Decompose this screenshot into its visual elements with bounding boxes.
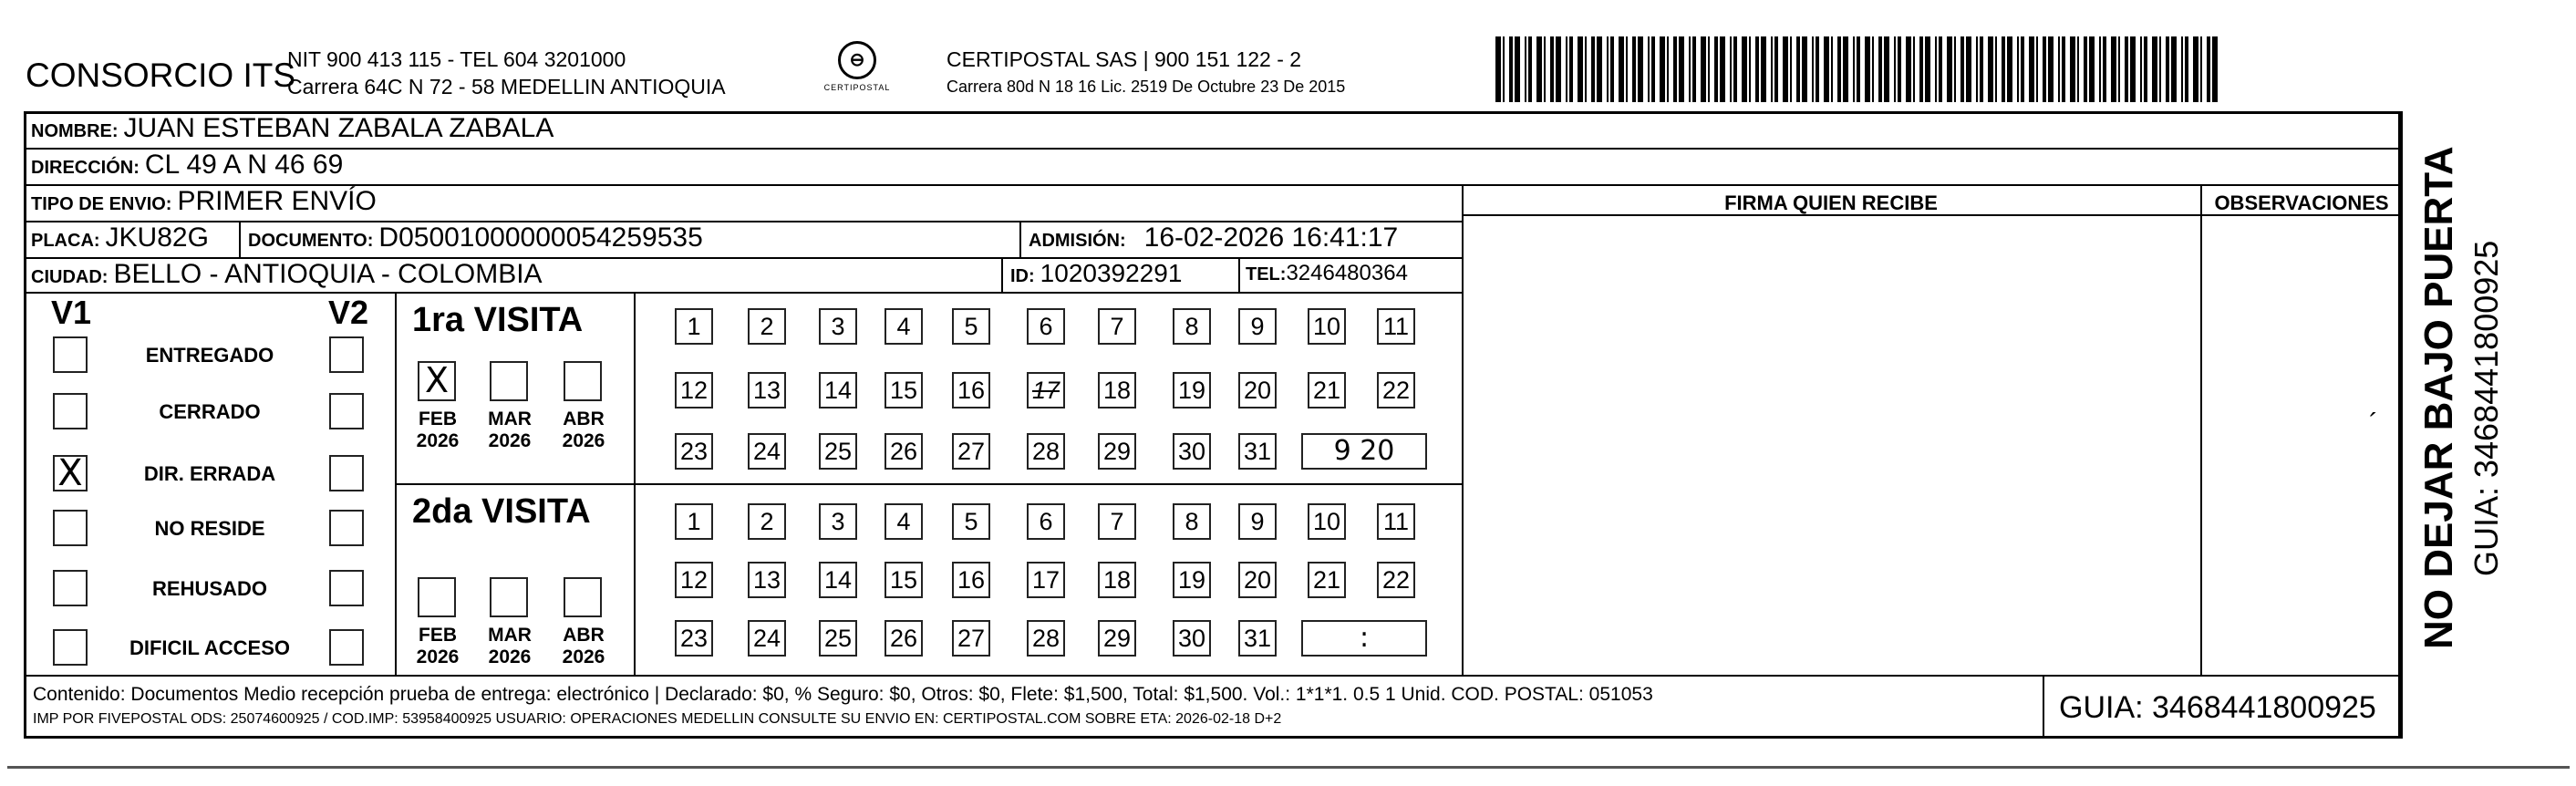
placa-row [31, 222, 209, 253]
tel-label: TEL: [1246, 264, 1287, 284]
barcode-bar [1853, 36, 1855, 102]
v1-checkbox[interactable] [53, 510, 88, 546]
col-divider [1001, 257, 1003, 292]
barcode-bar [1619, 36, 1624, 102]
day-checkbox[interactable]: 20 [1238, 372, 1277, 409]
footer-divider [26, 675, 2401, 677]
company-name: CONSORCIO ITS [26, 57, 296, 94]
day-checkbox[interactable]: 6 [1027, 503, 1065, 540]
barcode-bar [1954, 36, 1956, 102]
year-label: 2026 [562, 646, 605, 667]
day-checkbox[interactable]: 9 [1238, 503, 1277, 540]
observaciones-header: OBSERVACIONES [2214, 191, 2389, 214]
day-checkbox[interactable]: 5 [952, 503, 990, 540]
day-checkbox[interactable]: 24 [748, 620, 786, 657]
barcode-bar [1597, 36, 1602, 102]
barcode-bar [1960, 36, 1964, 102]
id-label: ID: [1010, 266, 1035, 286]
month-checkbox[interactable] [418, 577, 456, 617]
barcode-bar [1790, 36, 1792, 102]
barcode-bar [1544, 36, 1546, 102]
barcode-bar [1816, 36, 1819, 102]
barcode-bar [1692, 36, 1696, 102]
documento-value: D05001000000054259535 [378, 222, 703, 253]
v2-checkbox[interactable] [329, 570, 364, 606]
admision-value: 16-02-2026 16:41:17 [1143, 222, 1399, 253]
month-label: MAR [488, 625, 532, 646]
month-label: ABR [563, 625, 605, 646]
nombre-row [31, 113, 553, 144]
day-checkbox[interactable]: 31 [1238, 433, 1277, 470]
day-checkbox[interactable]: 30 [1173, 433, 1211, 470]
status-label: CERRADO [159, 400, 261, 423]
day-checkbox[interactable]: 27 [952, 433, 990, 470]
barcode-bar [1679, 36, 1684, 102]
barcode-bar [1525, 36, 1526, 102]
barcode-bar [2144, 36, 2147, 102]
day-checkbox[interactable]: 12 [675, 372, 713, 409]
barcode-bar [1906, 36, 1911, 102]
barcode-bar [2103, 36, 2106, 102]
barcode-bar [1749, 36, 1751, 102]
month-checkbox[interactable] [490, 361, 528, 401]
day-checkbox[interactable]: 26 [885, 620, 923, 657]
barcode-bar [1742, 36, 1747, 102]
barcode-bar [1872, 36, 1874, 102]
time-field[interactable]: 9 20 [1301, 433, 1427, 470]
barcode-bar [1495, 36, 1501, 102]
day-checkbox[interactable]: 9 [1238, 308, 1277, 345]
v1-checkbox[interactable] [53, 570, 88, 606]
barcode-bar [1812, 36, 1814, 102]
barcode-bar [1503, 36, 1505, 102]
barcode-bar [2089, 36, 2095, 102]
day-checkbox[interactable]: 14 [819, 372, 857, 409]
day-checkbox[interactable]: 18 [1098, 562, 1136, 598]
barcode-bar [1857, 36, 1860, 102]
observaciones-mark: ´ [2369, 409, 2378, 439]
barcode-bar [2111, 36, 2116, 102]
barcode-bar [1648, 36, 1650, 102]
tel-value: 3246480364 [1286, 261, 1408, 285]
day-checkbox[interactable]: 22 [1377, 372, 1415, 409]
day-checkbox[interactable]: 8 [1173, 308, 1211, 345]
day-checkbox[interactable]: 3 [819, 503, 857, 540]
day-checkbox[interactable]: 25 [819, 620, 857, 657]
v1-checkbox[interactable]: X [53, 455, 88, 491]
admision-row [1029, 222, 1398, 253]
barcode-bar [1988, 36, 1993, 102]
barcode-bar [1894, 36, 1896, 102]
barcode-bar [1980, 36, 1983, 102]
day-checkbox[interactable]: 29 [1098, 620, 1136, 657]
barcode-bar [1796, 36, 1800, 102]
certipostal-logo [821, 41, 894, 109]
day-checkbox[interactable]: 19 [1173, 372, 1211, 409]
col-divider [1019, 221, 1021, 257]
barcode-bar [1708, 36, 1710, 102]
day-checkbox[interactable]: 28 [1027, 433, 1065, 470]
firma-header: FIRMA QUIEN RECIBE [1724, 191, 1938, 214]
day-checkbox[interactable]: 11 [1377, 308, 1415, 345]
barcode-bar [1515, 36, 1520, 102]
barcode-bar [1783, 36, 1788, 102]
barcode-bar [1556, 36, 1561, 102]
barcode-bar [1550, 36, 1554, 102]
documento-row [248, 222, 703, 253]
day-checkbox[interactable]: 7 [1098, 503, 1136, 540]
row-divider [26, 292, 1462, 294]
status-label: ENTREGADO [145, 344, 274, 367]
certipostal-info [947, 46, 1345, 100]
direccion-label: DIRECCIÓN: [31, 158, 140, 178]
barcode-bar [1720, 36, 1725, 102]
day-checkbox[interactable]: 21 [1308, 562, 1346, 598]
v2-checkbox[interactable] [329, 455, 364, 491]
day-checkbox[interactable]: 4 [885, 503, 923, 540]
col-divider [2401, 111, 2403, 739]
footer-line1: Contenido: Documentos Medio recepción prueba de entrega: electrónico | Declarado: $0, % Seguro: $0, Otros: $0, Flete: $1,500, Total: $1,500. Vol.: 1*1*1. 0.5 1 Unid. COD. POSTAL: 051053 [33, 684, 1653, 705]
day-checkbox[interactable]: 3 [819, 308, 857, 345]
id-row [1010, 259, 1182, 288]
day-checkbox[interactable]: 16 [952, 562, 990, 598]
month-checkbox[interactable] [490, 577, 528, 617]
barcode-bar [1714, 36, 1718, 102]
day-checkbox[interactable]: 19 [1173, 562, 1211, 598]
month-label: ABR [563, 409, 605, 429]
barcode-bar [1536, 36, 1542, 102]
v1-checkbox[interactable] [53, 393, 88, 429]
barcode-bar [1689, 36, 1691, 102]
company-address: Carrera 64C N 72 - 58 MEDELLIN ANTIOQUIA [287, 75, 726, 98]
barcode-bar [2017, 36, 2019, 102]
barcode-bar [1730, 36, 1732, 102]
day-checkbox[interactable]: 11 [1377, 503, 1415, 540]
barcode-bar [2125, 36, 2128, 102]
barcode-bar [1878, 36, 1882, 102]
barcode-bar [2185, 36, 2188, 102]
side-guia: GUIA: 3468441800925 [2467, 240, 2505, 576]
month-checkbox[interactable] [564, 577, 602, 617]
barcode-bar [1566, 36, 1567, 102]
ciudad-label: CIUDAD: [31, 267, 109, 287]
barcode-bar [2043, 36, 2046, 102]
day-checkbox[interactable]: 28 [1027, 620, 1065, 657]
col-divider [1462, 184, 1464, 675]
barcode-bar [1761, 36, 1766, 102]
barcode-bar [1824, 36, 1829, 102]
row-divider [26, 184, 2401, 186]
day-checkbox[interactable]: 5 [952, 308, 990, 345]
barcode-bar [1755, 36, 1759, 102]
day-checkbox[interactable]: 4 [885, 308, 923, 345]
status-label: DIFICIL ACCESO [129, 636, 290, 659]
barcode-bar [1837, 36, 1841, 102]
certipostal-nit: CERTIPOSTAL SAS | 900 151 122 - 2 [947, 47, 1302, 71]
ciudad-value: BELLO - ANTIOQUIA - COLOMBIA [113, 259, 543, 289]
day-checkbox[interactable]: 1 [675, 308, 713, 345]
v1-checkbox[interactable] [53, 629, 88, 666]
barcode-bar [2118, 36, 2120, 102]
barcode-bar [1966, 36, 1971, 102]
v2-checkbox[interactable] [329, 393, 364, 429]
col-divider [1238, 257, 1240, 292]
barcode-bar [1569, 36, 1573, 102]
day-checkbox[interactable]: 15 [885, 562, 923, 598]
certipostal-address: Carrera 80d N 18 16 Lic. 2519 De Octubre 23 De 2015 [947, 78, 1346, 96]
barcode-bar [2029, 36, 2034, 102]
barcode-bar [2084, 36, 2087, 102]
barcode-bar [1774, 36, 1778, 102]
day-checkbox[interactable]: 14 [819, 562, 857, 598]
tipo-label: TIPO DE ENVIO: [31, 194, 172, 214]
barcode-bar [1771, 36, 1773, 102]
month-label: FEB [419, 625, 457, 646]
day-checkbox[interactable]: 22 [1377, 562, 1415, 598]
barcode-bar [1509, 36, 1513, 102]
barcode-bar [2166, 36, 2169, 102]
day-checkbox[interactable]: 10 [1308, 308, 1346, 345]
day-checkbox[interactable]: 24 [748, 433, 786, 470]
visit1-title: 1ra VISITA [412, 301, 584, 339]
direccion-value: CL 49 A N 46 69 [144, 150, 344, 180]
day-checkbox[interactable]: 26 [885, 433, 923, 470]
status-label: NO RESIDE [154, 517, 265, 540]
v2-checkbox[interactable] [329, 629, 364, 666]
barcode-bar [2058, 36, 2060, 102]
footer-line2: IMP POR FIVEPOSTAL ODS: 25074600925 / COD.IMP: 53958400925 USUARIO: OPERACIONES MEDELLIN CONSULTE SU ENVIO EN: CERTIPOSTAL.COM SOBRE ETA: 2026-02-18 D+2 [33, 711, 1282, 727]
barcode-bar [1638, 36, 1643, 102]
day-checkbox[interactable]: 30 [1173, 620, 1211, 657]
barcode-bar [1578, 36, 1583, 102]
barcode-bar [1626, 36, 1628, 102]
barcode-bar [1701, 36, 1706, 102]
direccion-row [31, 150, 343, 181]
month-checkbox[interactable]: X [418, 361, 456, 401]
day-checkbox[interactable]: 7 [1098, 308, 1136, 345]
month-label: FEB [419, 409, 457, 429]
barcode-bar [1591, 36, 1595, 102]
barcode-bar [2062, 36, 2065, 102]
side-warning: NO DEJAR BAJO PUERTA [2416, 146, 2461, 649]
day-checkbox[interactable]: 12 [675, 562, 713, 598]
barcode-bar [2140, 36, 2142, 102]
barcode-bar [1607, 36, 1609, 102]
time-field[interactable]: : [1301, 620, 1427, 657]
barcode-bar [1919, 36, 1923, 102]
barcode-bar [1660, 36, 1665, 102]
day-checkbox[interactable]: 27 [952, 620, 990, 657]
barcode-bar [1831, 36, 1833, 102]
barcode-bar [2021, 36, 2024, 102]
barcode-bar [2200, 36, 2202, 102]
barcode-bar [2193, 36, 2198, 102]
barcode-bar [1528, 36, 1532, 102]
day-checkbox[interactable]: 20 [1238, 562, 1277, 598]
barcode-bar [1632, 36, 1636, 102]
footer-guia: GUIA: 3468441800925 [2059, 690, 2376, 725]
barcode-bar [1884, 36, 1889, 102]
barcode-bar [1673, 36, 1677, 102]
v2-header: V2 [328, 294, 369, 331]
barcode-bar [1939, 36, 1942, 102]
day-checkbox[interactable]: 15 [885, 372, 923, 409]
tipo-value: PRIMER ENVÍO [177, 186, 377, 216]
barcode-bar [1802, 36, 1807, 102]
barcode-bar [2207, 36, 2210, 102]
barcode-bar [2002, 36, 2005, 102]
documento-label: DOCUMENTO: [248, 231, 374, 251]
company-nit: NIT 900 413 115 - TEL 604 3201000 [287, 47, 626, 71]
day-checkbox[interactable]: 13 [748, 562, 786, 598]
barcode-bar [2152, 36, 2157, 102]
logo-emblem-icon: ⊖ [838, 41, 876, 79]
day-checkbox[interactable]: 23 [675, 620, 713, 657]
day-checkbox[interactable]: 2 [748, 308, 786, 345]
barcode-bar [1733, 36, 1737, 102]
day-checkbox[interactable]: 21 [1308, 372, 1346, 409]
v2-checkbox[interactable] [329, 336, 364, 373]
id-value: 1020392291 [1040, 259, 1183, 287]
v1-checkbox[interactable] [53, 336, 88, 373]
barcode-bar [1585, 36, 1587, 102]
col-divider [239, 221, 241, 257]
barcode-bar [1865, 36, 1870, 102]
col-divider [2200, 184, 2202, 675]
barcode-bar [2212, 36, 2218, 102]
barcode-bar [1610, 36, 1614, 102]
year-label: 2026 [488, 646, 532, 667]
status-label: DIR. ERRADA [143, 462, 276, 485]
year-label: 2026 [488, 430, 532, 451]
day-checkbox[interactable]: 18 [1098, 372, 1136, 409]
col-divider [2043, 675, 2044, 739]
day-checkbox[interactable]: 23 [675, 433, 713, 470]
year-label: 2026 [416, 430, 460, 451]
barcode-bar [2048, 36, 2054, 102]
barcode-bar [2159, 36, 2161, 102]
year-label: 2026 [562, 430, 605, 451]
placa-value: JKU82G [105, 222, 209, 253]
day-checkbox[interactable]: 17 [1027, 562, 1065, 598]
barcode-bar [1995, 36, 1997, 102]
visit2-title: 2da VISITA [412, 492, 591, 531]
day-checkbox[interactable]: 10 [1308, 503, 1346, 540]
barcode-bar [2077, 36, 2079, 102]
barcode-bar [2171, 36, 2177, 102]
v1-header: V1 [51, 294, 92, 331]
ciudad-row [31, 259, 543, 290]
barcode-bar [1947, 36, 1952, 102]
page-edge-line [7, 766, 2570, 769]
day-checkbox[interactable]: 31 [1238, 620, 1277, 657]
visit-divider [395, 483, 1462, 485]
day-checkbox[interactable]: 8 [1173, 503, 1211, 540]
row-divider [26, 148, 2401, 150]
barcode-bar [2130, 36, 2136, 102]
barcode-bar [2036, 36, 2038, 102]
day-checkbox[interactable]: 1 [675, 503, 713, 540]
barcode-bar [1843, 36, 1848, 102]
tipo-row [31, 186, 377, 217]
barcode-bar [1898, 36, 1901, 102]
barcode-bar [1913, 36, 1915, 102]
barcode-bar [1976, 36, 1978, 102]
day-checkbox[interactable]: 17 [1027, 372, 1065, 409]
tel-row [1246, 261, 1408, 286]
day-checkbox[interactable]: 6 [1027, 308, 1065, 345]
barcode-bar [1925, 36, 1930, 102]
nombre-value: JUAN ESTEBAN ZABALA ZABALA [123, 113, 554, 143]
barcode-bar [2181, 36, 2183, 102]
day-checkbox[interactable]: 13 [748, 372, 786, 409]
barcode [1495, 36, 2225, 102]
barcode-bar [1651, 36, 1655, 102]
day-checkbox[interactable]: 16 [952, 372, 990, 409]
status-label: REHUSADO [152, 577, 267, 600]
logo-caption: CERTIPOSTAL [823, 83, 891, 92]
day-checkbox[interactable]: 29 [1098, 433, 1136, 470]
v2-checkbox[interactable] [329, 510, 364, 546]
barcode-bar [1935, 36, 1937, 102]
year-label: 2026 [416, 646, 460, 667]
month-label: MAR [488, 409, 532, 429]
month-checkbox[interactable] [564, 361, 602, 401]
company-info [287, 46, 726, 100]
placa-label: PLACA: [31, 231, 100, 251]
nombre-label: NOMBRE: [31, 121, 119, 141]
barcode-bar [1667, 36, 1669, 102]
day-checkbox[interactable]: 25 [819, 433, 857, 470]
day-checkbox[interactable]: 2 [748, 503, 786, 540]
admision-label: ADMISIÓN: [1029, 231, 1126, 251]
barcode-bar [2007, 36, 2012, 102]
barcode-bar [2099, 36, 2101, 102]
barcode-bar [2070, 36, 2075, 102]
